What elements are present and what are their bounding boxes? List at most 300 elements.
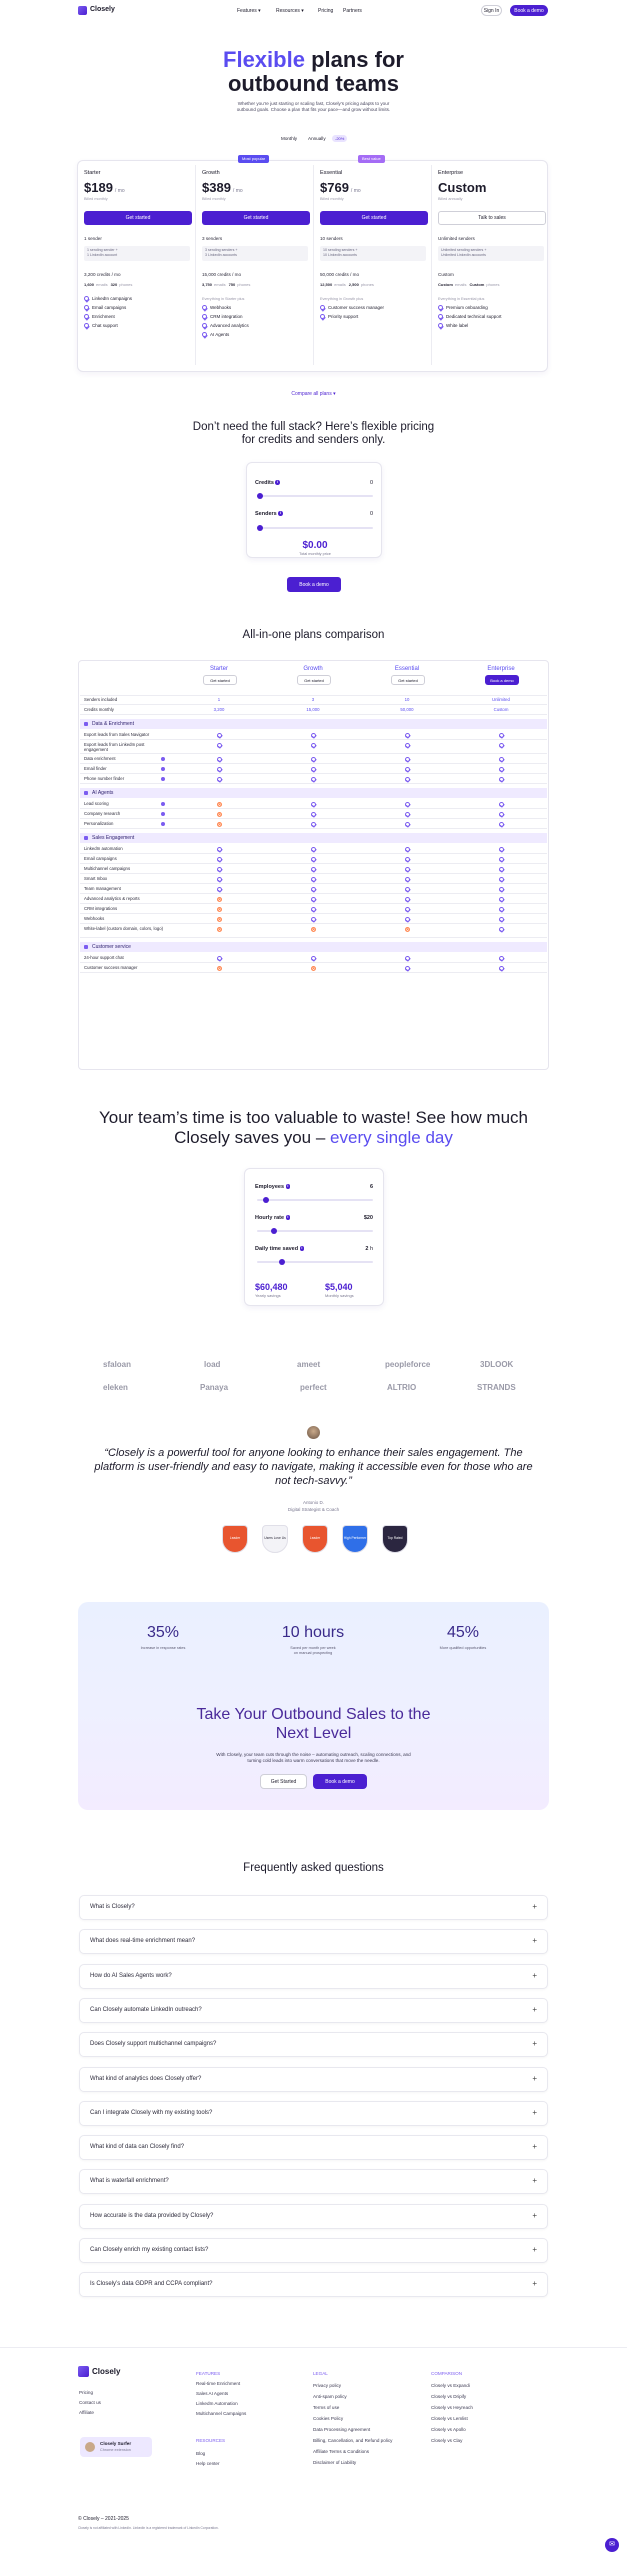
cross-cell xyxy=(172,916,266,922)
feature-label: Webhooks xyxy=(210,305,232,310)
check-icon xyxy=(311,847,316,852)
check-icon xyxy=(217,757,222,762)
best-value-badge: Best value xyxy=(358,155,385,163)
slider-handle[interactable] xyxy=(279,1259,285,1265)
senders-count: Unlimited senders xyxy=(438,236,475,241)
check-icon xyxy=(499,847,504,852)
check-icon xyxy=(217,877,222,882)
emails-label: emails xyxy=(96,282,108,287)
footer-link[interactable]: Closely vs Heyreach xyxy=(431,2405,473,2410)
brand-name[interactable]: Closely xyxy=(90,6,115,13)
faq-question[interactable]: What does real-time enrichment mean? xyxy=(90,1938,196,1945)
faq-question[interactable]: Does Closely support multichannel campaigns? xyxy=(90,2041,217,2048)
feature-item xyxy=(320,314,358,319)
footer-link[interactable]: LinkedIn Automation xyxy=(196,2401,238,2406)
check-icon xyxy=(438,314,443,319)
check-icon xyxy=(499,966,504,971)
feature-label: CRM integration xyxy=(210,314,243,319)
table-divider xyxy=(80,893,547,894)
price-period: / mo xyxy=(114,188,125,194)
plan-divider xyxy=(313,165,314,365)
table-divider xyxy=(80,818,547,819)
feature-item xyxy=(438,323,468,328)
badge-label: Top Rated xyxy=(387,1536,403,1540)
phones-label: phones xyxy=(119,282,133,287)
faq-item[interactable] xyxy=(79,2238,548,2263)
info-dot-icon xyxy=(161,802,165,806)
check-icon xyxy=(405,802,410,807)
faq-question[interactable]: Is Closely’s data GDPR and CCPA compliant? xyxy=(90,2281,213,2288)
row-label: 24-hour support chat xyxy=(84,955,124,960)
plus-icon[interactable]: + xyxy=(532,2039,537,2049)
table-divider xyxy=(80,763,547,764)
feature-label: Priority support xyxy=(328,314,359,319)
senders-note-line: Unlimited LinkedIn accounts xyxy=(441,253,486,257)
feature-item xyxy=(202,332,229,337)
plus-icon[interactable]: + xyxy=(532,2210,537,2220)
faq-item[interactable] xyxy=(79,1964,548,1989)
plus-icon[interactable]: + xyxy=(532,2279,537,2289)
cross-icon xyxy=(217,802,222,807)
total-price-label: Total monthly price xyxy=(299,552,331,556)
check-icon xyxy=(311,897,316,902)
plus-icon[interactable]: + xyxy=(532,2107,537,2117)
footer-heading: FEATURES xyxy=(196,2371,221,2376)
emails-label: emails xyxy=(454,282,467,287)
cross-cell xyxy=(266,926,360,932)
compare-plan-button[interactable]: Get started xyxy=(203,675,237,685)
footer-link[interactable]: Data Processing Agreement xyxy=(313,2427,371,2432)
cross-icon xyxy=(217,897,222,902)
plus-icon[interactable]: + xyxy=(532,1936,537,1946)
table-divider xyxy=(80,828,547,829)
check-icon xyxy=(217,847,222,852)
employees-value: 6 xyxy=(369,1184,373,1190)
section-header: Data & Enrichment xyxy=(80,719,547,729)
row-label: Advanced analytics & reports xyxy=(84,896,140,901)
partner-logo: ALTRIO xyxy=(387,1383,417,1392)
faq-item[interactable] xyxy=(79,2101,548,2126)
table-divider xyxy=(80,972,547,973)
faq-item[interactable] xyxy=(79,1929,548,1954)
most-popular-badge: Most popular xyxy=(238,155,269,163)
section-icon xyxy=(84,722,88,726)
cta-book-demo-button[interactable]: Book a demo xyxy=(313,1774,367,1789)
check-cell xyxy=(360,886,454,892)
chevron-down-icon: ▾ xyxy=(301,8,304,14)
check-icon xyxy=(311,767,316,772)
phones-count: 2,500 xyxy=(348,282,359,287)
table-divider xyxy=(80,853,547,854)
check-icon xyxy=(405,733,410,738)
emails-count: 12,500 xyxy=(320,282,333,287)
footer-link[interactable]: Sales AI Agents xyxy=(196,2391,229,2396)
table-divider xyxy=(80,773,547,774)
check-cell xyxy=(454,866,548,872)
check-cell xyxy=(360,896,454,902)
check-icon xyxy=(217,777,222,782)
check-cell xyxy=(266,886,360,892)
check-cell xyxy=(454,886,548,892)
cross-icon xyxy=(217,907,222,912)
table-divider xyxy=(80,962,547,963)
chat-widget-icon[interactable]: ✉ xyxy=(605,2538,619,2552)
partner-logo: load xyxy=(204,1360,221,1369)
badge-label: Users Love Us xyxy=(264,1536,286,1540)
row-label: Email finder xyxy=(84,766,107,771)
phones-label: phones xyxy=(486,282,500,287)
check-cell xyxy=(454,955,548,961)
check-icon xyxy=(405,966,410,971)
check-cell xyxy=(172,886,266,892)
footer-link[interactable]: Affiliate Terms & Conditions xyxy=(313,2449,370,2454)
check-icon xyxy=(499,877,504,882)
senders-count: 10 senders xyxy=(320,236,343,241)
senders-count: 1 sender xyxy=(84,236,102,241)
check-icon xyxy=(84,314,89,319)
plus-icon[interactable]: + xyxy=(532,1970,537,1980)
footer-brand[interactable]: Closely xyxy=(92,2367,121,2376)
faq-item[interactable] xyxy=(79,2135,548,2160)
check-icon xyxy=(405,857,410,862)
footer-heading: RESOURCES xyxy=(196,2438,226,2443)
plan-name: Essential xyxy=(320,170,343,176)
avatar xyxy=(307,1426,320,1439)
check-icon xyxy=(499,857,504,862)
compare-plan-button[interactable]: Get started xyxy=(391,675,425,685)
partner-logo: ameet xyxy=(297,1360,321,1369)
faq-item[interactable] xyxy=(79,2032,548,2057)
check-icon xyxy=(311,733,316,738)
table-divider xyxy=(80,714,547,715)
check-cell xyxy=(360,856,454,862)
senders-value: 0 xyxy=(369,511,373,517)
billing-note: Billed monthly xyxy=(84,197,108,201)
compare-plan-button[interactable]: Get started xyxy=(297,675,331,685)
row-label: Phone number finder xyxy=(84,776,125,781)
check-icon xyxy=(405,887,410,892)
check-cell xyxy=(360,742,454,748)
cross-cell xyxy=(172,821,266,827)
info-dot-icon xyxy=(161,812,165,816)
check-icon xyxy=(405,897,410,902)
check-cell xyxy=(360,821,454,827)
table-divider xyxy=(80,863,547,864)
row-label: Credits monthly xyxy=(84,707,114,712)
row-label: Team management xyxy=(84,886,121,891)
partner-logo: peopleforce xyxy=(385,1360,431,1369)
check-icon xyxy=(217,956,222,961)
faq-item[interactable] xyxy=(79,2272,548,2297)
credits-count: Custom xyxy=(438,272,454,277)
check-icon xyxy=(405,822,410,827)
check-cell xyxy=(172,776,266,782)
credits-slider[interactable] xyxy=(257,495,373,497)
footer-link[interactable]: Anti-spam policy xyxy=(313,2394,347,2399)
footer-link[interactable]: Billing, Cancellation, and Refund policy xyxy=(313,2438,393,2443)
check-icon xyxy=(202,332,207,337)
phones-count: Custom xyxy=(469,282,485,287)
check-cell xyxy=(266,776,360,782)
toggle-monthly[interactable]: Monthly xyxy=(281,136,298,141)
faq-question[interactable]: How accurate is the data provided by Closely? xyxy=(90,2212,214,2219)
footer-link[interactable]: Blog xyxy=(196,2451,206,2456)
faq-question[interactable]: Can Closely enrich my existing contact lists? xyxy=(90,2247,209,2253)
plan-name: Starter xyxy=(84,170,101,176)
faq-question[interactable]: What kind of analytics does Closely offer? xyxy=(90,2075,202,2082)
cross-cell xyxy=(172,896,266,902)
check-icon xyxy=(217,887,222,892)
slider-handle[interactable] xyxy=(271,1228,277,1234)
plus-icon[interactable]: + xyxy=(532,2142,537,2152)
surfer-avatar xyxy=(85,2442,95,2452)
faq-question[interactable]: What is waterfall enrichment? xyxy=(90,2178,169,2185)
plan-cta-button[interactable]: Get started xyxy=(202,211,310,225)
footer-link[interactable]: Closely vs Expandi xyxy=(431,2383,470,2388)
faq-question[interactable]: Can Closely automate LinkedIn outreach? xyxy=(90,2006,202,2013)
check-icon xyxy=(311,777,316,782)
compare-plans-link[interactable]: Compare all plans ▾ xyxy=(291,391,336,397)
senders-note-line: 1 sending sender + xyxy=(87,248,118,252)
check-cell xyxy=(266,766,360,772)
check-cell xyxy=(454,776,548,782)
cross-cell xyxy=(266,965,360,971)
senders-note xyxy=(438,246,544,261)
calc-card xyxy=(246,462,382,558)
check-cell xyxy=(266,756,360,762)
plus-icon[interactable]: + xyxy=(532,2073,537,2083)
check-icon xyxy=(499,733,504,738)
feature-item xyxy=(84,296,132,301)
footer-link[interactable]: Affiliate xyxy=(79,2410,94,2415)
surfer-name: Closely Surfer xyxy=(100,2441,132,2446)
plan-cta-button[interactable]: Get started xyxy=(320,211,428,225)
credits-breakdown xyxy=(202,282,250,287)
check-cell xyxy=(266,955,360,961)
cross-cell xyxy=(360,926,454,932)
senders-note-line: Unlimited sending senders + xyxy=(441,248,487,252)
faq-question[interactable]: What is Closely? xyxy=(90,1904,135,1910)
footer-link[interactable]: Real-time Enrichment xyxy=(196,2381,241,2386)
nav-partners[interactable]: Partners xyxy=(343,8,362,14)
g2-badge xyxy=(382,1525,408,1553)
sign-in-button[interactable]: Sign In xyxy=(481,5,502,16)
senders-slider[interactable] xyxy=(257,527,373,529)
section-header: AI Agents xyxy=(80,788,547,798)
yearly-savings-label: Yearly savings xyxy=(255,1293,281,1298)
emails-count: 3,750 xyxy=(202,282,213,287)
footer-link[interactable]: Help center xyxy=(196,2461,220,2466)
check-cell xyxy=(454,742,548,748)
table-divider xyxy=(80,937,547,938)
check-icon xyxy=(217,857,222,862)
plan-cta-button[interactable]: Get started xyxy=(84,211,192,225)
check-icon xyxy=(499,956,504,961)
table-divider xyxy=(80,753,547,754)
faq-item[interactable] xyxy=(79,2169,548,2194)
cross-cell xyxy=(172,906,266,912)
cross-icon xyxy=(311,927,316,932)
toggle-annually[interactable]: Annually xyxy=(308,136,326,141)
plan-name: Enterprise xyxy=(438,170,464,176)
check-icon xyxy=(311,743,316,748)
footer-link[interactable]: Disclaimer of Liability xyxy=(313,2460,357,2465)
nav-features[interactable]: Features ▾ xyxy=(237,8,261,14)
feature-label: White label xyxy=(446,323,469,328)
surfer-card[interactable] xyxy=(80,2437,152,2457)
calc-title: Don’t need the full stack? Here’s flexible pricing for credits and senders only. xyxy=(192,421,435,446)
billing-toggle[interactable] xyxy=(278,134,348,144)
feature-label: Chat support xyxy=(92,323,118,328)
check-icon xyxy=(438,305,443,310)
feature-label: Enrichment xyxy=(92,314,115,319)
slider-handle[interactable] xyxy=(257,493,263,499)
check-cell xyxy=(454,906,548,912)
check-icon xyxy=(405,867,410,872)
slider-handle[interactable] xyxy=(257,525,263,531)
compare-plan-name: Essential xyxy=(394,666,420,672)
check-icon xyxy=(405,956,410,961)
feature-label: Dedicated technical support xyxy=(446,314,502,319)
faq-question[interactable]: How do AI Sales Agents work? xyxy=(90,1972,172,1979)
check-cell xyxy=(266,846,360,852)
feature-item xyxy=(438,314,502,319)
monthly-savings-label: Monthly savings xyxy=(325,1293,354,1298)
check-cell xyxy=(360,846,454,852)
footer-link[interactable]: Closely vs Apollo xyxy=(431,2427,466,2432)
check-icon xyxy=(202,305,207,310)
check-icon xyxy=(405,777,410,782)
faq-question[interactable]: What kind of data can Closely find? xyxy=(90,2144,185,2151)
plan-divider xyxy=(195,165,196,365)
footer-link[interactable]: Privacy policy xyxy=(313,2383,342,2388)
check-icon xyxy=(499,887,504,892)
credits-breakdown xyxy=(320,282,374,287)
faq-item[interactable] xyxy=(79,1998,548,2023)
plus-icon[interactable]: + xyxy=(532,1902,537,1911)
cross-icon xyxy=(311,966,316,971)
check-cell xyxy=(360,776,454,782)
plan-name: Growth xyxy=(202,170,220,176)
plus-icon[interactable]: + xyxy=(532,2245,537,2254)
nav-resources[interactable]: Resources ▾ xyxy=(276,8,304,14)
savings-card xyxy=(244,1168,384,1306)
footer-link[interactable]: Terms of use xyxy=(313,2405,340,2410)
partner-logo: STRANDS xyxy=(477,1383,516,1392)
stat-value: 10 hours xyxy=(281,1624,345,1641)
phones-count: 320 xyxy=(110,282,118,287)
check-icon xyxy=(405,917,410,922)
footer-link[interactable]: Closely vs Clay xyxy=(431,2438,463,2443)
row-value: 1 xyxy=(217,697,221,702)
faq-item[interactable] xyxy=(79,2204,548,2229)
faq-question[interactable]: Can I integrate Closely with my existing tools? xyxy=(90,2109,213,2116)
faq-item[interactable] xyxy=(79,1895,548,1920)
rate-slider[interactable] xyxy=(257,1230,373,1232)
footer-link[interactable]: Cookies Policy xyxy=(313,2416,344,2421)
check-icon xyxy=(84,323,89,328)
price-value: $389 xyxy=(202,180,231,195)
plus-icon[interactable]: + xyxy=(532,2176,537,2186)
section-icon xyxy=(84,836,88,840)
credits-label: Credits i xyxy=(255,480,279,486)
credits-breakdown xyxy=(84,282,132,287)
footer-link[interactable]: Multichannel Campaigns xyxy=(196,2411,247,2416)
check-cell xyxy=(266,821,360,827)
check-icon xyxy=(499,917,504,922)
check-icon xyxy=(311,887,316,892)
footer-link[interactable]: Closely vs Dripify xyxy=(431,2394,467,2399)
compare-plan-button[interactable]: Book a demo xyxy=(485,675,519,685)
info-icon: i xyxy=(287,1215,289,1220)
phones-count: 750 xyxy=(228,282,236,287)
footer-logo-icon[interactable] xyxy=(78,2366,89,2377)
check-cell xyxy=(266,732,360,738)
row-label: Lead scoring xyxy=(84,801,109,806)
slider-handle[interactable] xyxy=(263,1197,269,1203)
check-icon xyxy=(311,956,316,961)
section-header: Sales Engagement xyxy=(80,833,547,843)
check-icon xyxy=(217,743,222,748)
faq-item[interactable] xyxy=(79,2067,548,2092)
calc-book-demo-button[interactable]: Book a demo xyxy=(287,577,341,592)
cross-cell xyxy=(172,811,266,817)
yearly-savings: $60,480 xyxy=(255,1282,288,1292)
brand-logo-icon[interactable] xyxy=(78,6,87,15)
check-icon xyxy=(311,907,316,912)
plus-icon[interactable]: + xyxy=(532,2004,537,2014)
nav-pricing[interactable]: Pricing xyxy=(318,8,334,14)
plan-price xyxy=(202,180,243,195)
time-label: Daily time saved i xyxy=(255,1246,303,1252)
row-value: 50,000 xyxy=(400,707,414,712)
footer-link[interactable]: Closely vs Lemlist xyxy=(431,2416,468,2421)
stat-label: Saved per month per week on manual prospecting xyxy=(290,1646,336,1655)
row-label: White-label (custom domain, colors, logo) xyxy=(84,926,164,931)
savings-title: Your team’s time is too valuable to waste! See how much Closely saves you – every single day xyxy=(98,1108,528,1147)
check-cell xyxy=(360,866,454,872)
employees-slider[interactable] xyxy=(257,1199,373,1201)
partner-logo: eleken xyxy=(103,1383,128,1392)
table-divider xyxy=(80,808,547,809)
section-header: Customer service xyxy=(80,942,547,952)
check-icon xyxy=(499,897,504,902)
check-cell xyxy=(454,821,548,827)
cta-get-started-button[interactable]: Get Started xyxy=(260,1774,307,1789)
compare-plan-name: Growth xyxy=(303,666,323,672)
time-slider[interactable] xyxy=(257,1261,373,1263)
g2-badge xyxy=(342,1525,368,1553)
nav-book-demo-button[interactable]: Book a demo xyxy=(510,5,548,16)
cross-cell xyxy=(172,965,266,971)
plan-price xyxy=(438,180,488,195)
table-divider xyxy=(80,883,547,884)
check-icon xyxy=(499,867,504,872)
footer-link[interactable]: Pricing xyxy=(79,2390,94,2395)
check-cell xyxy=(266,896,360,902)
chevron-down-icon: ▾ xyxy=(333,391,336,397)
table-divider xyxy=(80,704,547,705)
feature-item xyxy=(320,305,384,310)
info-icon: i xyxy=(301,1246,303,1251)
check-cell xyxy=(454,926,548,932)
cross-cell xyxy=(172,926,266,932)
plan-cta-button[interactable]: Talk to sales xyxy=(438,211,546,225)
plan-price xyxy=(84,180,125,195)
feature-item xyxy=(202,323,249,328)
footer-link[interactable]: Contact us xyxy=(79,2400,101,2405)
row-label: Webhooks xyxy=(84,916,105,921)
